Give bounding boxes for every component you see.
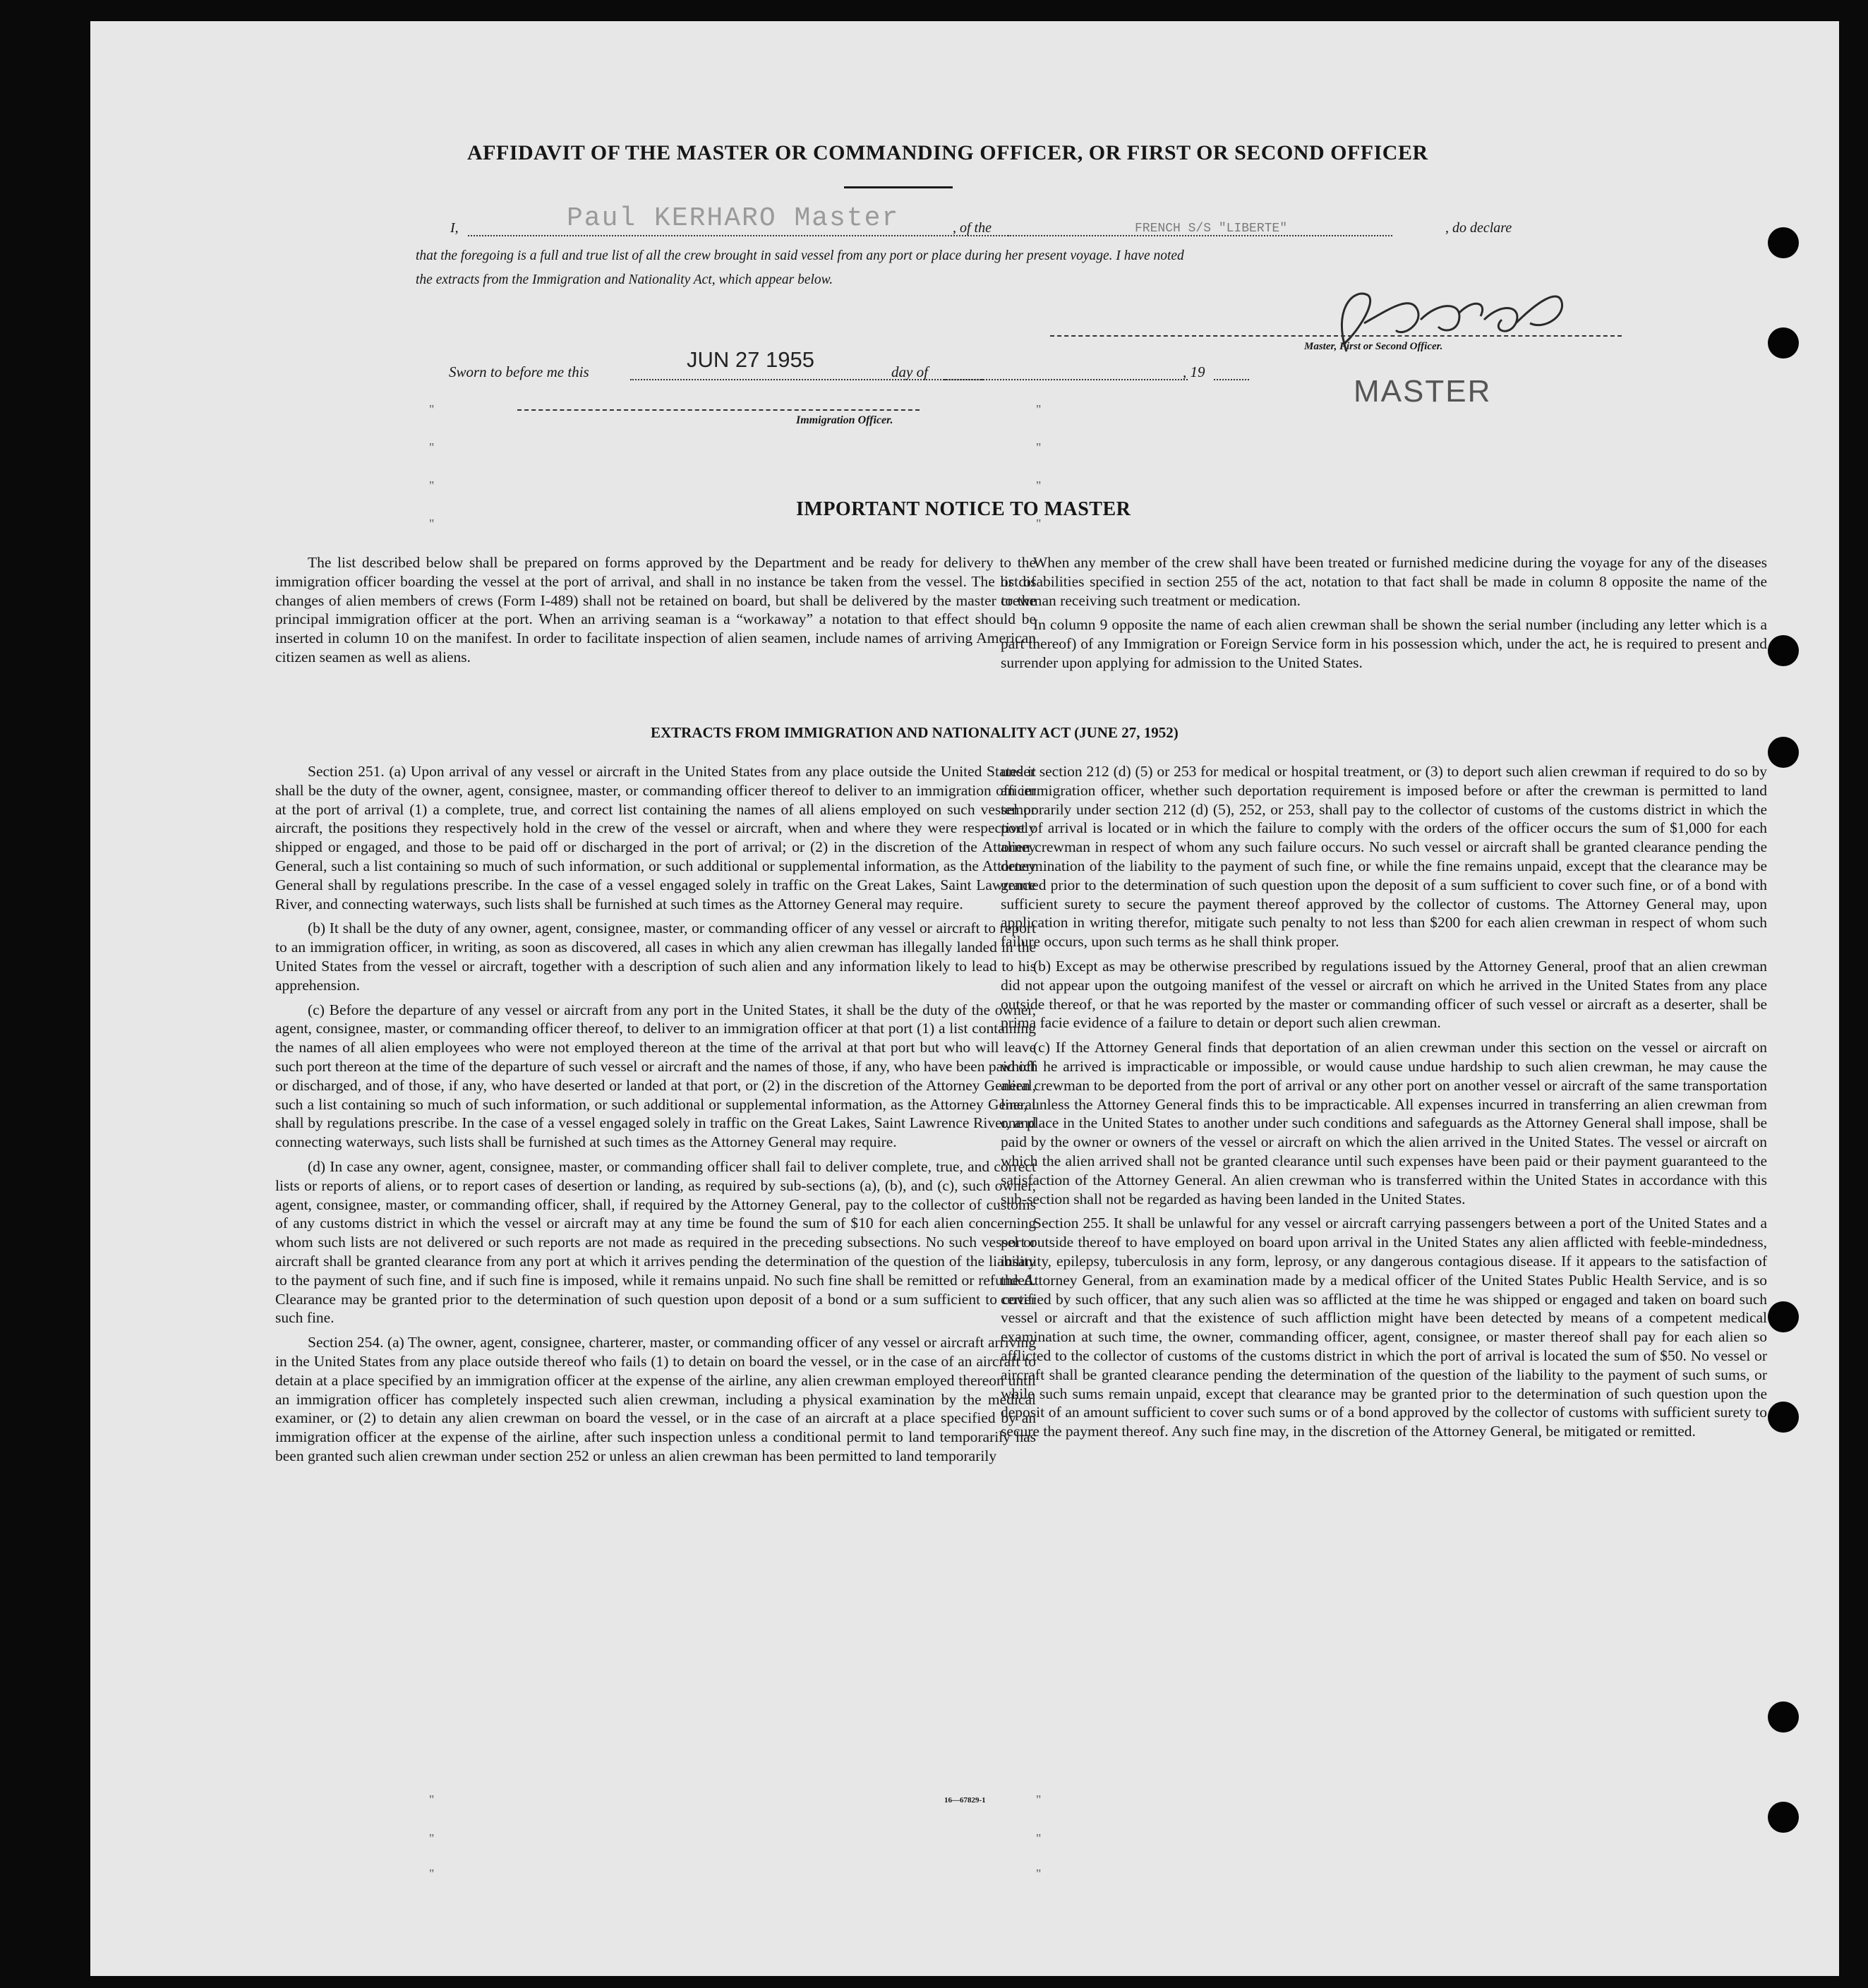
officer-caption: Immigration Officer. bbox=[796, 414, 893, 426]
act-paragraph: (d) In case any owner, agent, consignee, master, or commanding officer shall fail to deliver complete, true, and correct lists or reports of aliens, or to report cases of desertion or landing, as required by sub-sections (a), (b), and (c), such owner, agent, consignee, master, or commanding officer, shall, if required by the Attorney General, pay to the collector of customs of any customs district in which the vessel or aircraft may at any time be found the sum of $10 for each alien concerning whom such lists are not delivered or such reports are not made as required in the preceding subsections. No such vessel or aircraft shall be granted clearance from any port at which it arrives pending the determination of the question of the liability to the payment of such fine, and if such fine is imposed, while it remains unpaid. No such fine shall be remitted or refunded. Clearance may be granted prior to the determination of such question upon deposit of a bond or a sum sufficient to cover such fine. bbox=[275, 1157, 1036, 1327]
binder-hole bbox=[1768, 737, 1799, 768]
ditto-mark: " bbox=[429, 517, 435, 531]
act-paragraph: Section 254. (a) The owner, agent, consignee, charterer, master, or commanding officer of any vessel or aircraft arriving in the United States from any place outside thereof who fails (1) to detain on board the vessel, or in the case of an aircraft to detain at a place specified by an immigration officer at the expense of the airline, any alien crewman employed thereon until an immigration officer has completely inspected such alien crewman, including a physical examination by the medical examiner, or (2) to detain any alien crewman on board the vessel, or in the case of an aircraft at a place specified by an immigration officer at the expense of the airline, after such inspection unless a conditional permit to land temporarily has been granted such alien crewman under section 252 or unless an alien crewman has been permitted to land temporarily bbox=[275, 1334, 1036, 1464]
ditto-mark: " bbox=[1036, 440, 1042, 454]
extracts-title: EXTRACTS FROM IMMIGRATION AND NATIONALITY ACT (JUNE 27, 1952) bbox=[651, 724, 1179, 741]
affidavit-title: AFFIDAVIT OF THE MASTER OR COMMANDING OFFICER, OR FIRST OR SECOND OFFICER bbox=[467, 141, 1428, 164]
year-prefix: , 19 bbox=[1183, 363, 1205, 380]
extracts-right-column bbox=[1001, 762, 1767, 1441]
vessel-name-field: FRENCH S/S "LIBERTE" bbox=[1135, 222, 1288, 236]
binder-hole bbox=[1768, 1802, 1799, 1833]
title-underline bbox=[844, 186, 953, 188]
sworn-year-line bbox=[1214, 379, 1249, 380]
form-number: 16—67829-1 bbox=[944, 1796, 986, 1805]
act-paragraph: (c) Before the departure of any vessel or aircraft from any port in the United States, it shall be the duty of the owner, agent, consignee, master, or commanding officer thereof, to deliver to an immigration officer at that port (1) a list containing the names of all alien employees who were not employed thereon at the time of the arrival at that port but who will leave such port thereon at the time of the departure of such vessel or aircraft and the names of those, if any, who have been paid off or discharged, and of those, if any, who have deserted or landed at that port, or (2) in the discretion of the Attorney General, such a list containing so much of such information, or such additional or supplemental information, as the Attorney General shall by regulations prescribe. In the case of a vessel engaged solely in traffic on the Great Lakes, Saint Lawrence River, and connecting waterways, such lists shall be furnished at such times as the Attorney General may require. bbox=[275, 1001, 1036, 1151]
act-paragraph: (b) It shall be the duty of any owner, agent, consignee, master, or commanding officer of any vessel or aircraft to report to an immigration officer, in writing, as soon as discovered, all cases in which any alien crewman has illegally landed in the United States from the vessel or aircraft, together with a description of such alien and any information likely to lead to his apprehension. bbox=[275, 920, 1036, 994]
notice-title: IMPORTANT NOTICE TO MASTER bbox=[796, 498, 1131, 520]
ditto-mark: " bbox=[429, 440, 435, 454]
act-paragraph: under section 212 (d) (5) or 253 for medical or hospital treatment, or (3) to deport such alien crewman if required to do so by an immigration officer, whether such deportation requirement is imposed before or after the crewman is permitted to land temporarily under section 212 (d) (5), 252, or 253, shall pay to the collector of customs of the customs district in which the port of arrival is located or in which the failure to comply with the orders of the officer occurs the sum of $1,000 for each alien crewman in respect of whom any such failure occurs. No such vessel or aircraft shall be granted clearance pending the determination of the liability to the payment of such fine, or while the fine remains unpaid, except that the clearance may be granted prior to the determination of such question upon the deposit of a sum sufficient to cover such fine, or of a bond with sufficient surety to secure the payment thereof approved by the collector of customs. The Attorney General may, upon application in writing therefor, mitigate such penalty to not less than $200 for each alien crewman in respect of whom such failure occurs, upon such terms as he shall think proper. bbox=[1001, 763, 1767, 951]
of-the-label: , of the bbox=[953, 220, 992, 236]
master-name-field: Paul KERHARO Master bbox=[567, 203, 900, 234]
date-stamp: JUN 27 1955 bbox=[687, 347, 814, 372]
i-label: I, bbox=[450, 220, 459, 236]
sworn-label: Sworn to before me this bbox=[449, 363, 589, 380]
notice-paragraph: When any member of the crew shall have been treated or furnished medicine during the voyage for any of the diseases or disabilities specified in section 255 of the act, notation to that fact shall be made in column 8 opposite the name of the crewman receiving such treatment or medication. bbox=[1001, 554, 1767, 609]
sworn-month-line bbox=[944, 379, 1188, 380]
ditto-mark: " bbox=[429, 1867, 435, 1881]
notice-paragraph: In column 9 opposite the name of each alien crewman shall be shown the serial number (including any letter which is a part thereof) of any Immigration or Foreign Service form in his possession which, under the act, he is required to present and surrender upon applying for admission to the United States. bbox=[1001, 616, 1767, 671]
notice-left-column bbox=[275, 553, 1036, 667]
binder-hole bbox=[1768, 1402, 1799, 1433]
ditto-mark: " bbox=[1036, 402, 1042, 416]
affidavit-page bbox=[90, 21, 1839, 1976]
act-paragraph: (c) If the Attorney General finds that deportation of an alien crewman under this section on the vessel or aircraft on which he arrived is impracticable or impossible, or would cause undue hardship to such alien crewman, he may cause the alien crewman to be deported from the port of arrival or any other port on another vessel or aircraft of the same transportation line, unless the Attorney General finds this to be impracticable. All expenses incurred in transferring an alien crewman from one place in the United States to another under such conditions and safeguards as the Attorney General shall impose, shall be paid by the owner or owners of the vessel or aircraft on which the alien arrived in the United States. The vessel or aircraft on which the alien arrived shall not be granted clearance until such expenses have been paid or their payment guaranteed to the satisfaction of the Attorney General. An alien crewman who is transferred within the United States in accordance with this sub-section shall not be regarded as having been landed in the United States. bbox=[1001, 1039, 1767, 1207]
ditto-mark: " bbox=[429, 478, 435, 493]
ditto-mark: " bbox=[1036, 1793, 1042, 1807]
declaration-line-2: that the foregoing is a full and true list of all the crew brought in said vessel from any port or place during her present voyage. I have noted bbox=[416, 248, 1184, 263]
act-paragraph: Section 255. It shall be unlawful for any vessel or aircraft carrying passengers between a port of the United States and a port outside thereof to have employed on board upon arrival in the United States any alien afflicted with feeble-mindedness, insanity, epilepsy, tuberculosis in any form, leprosy, or any dangerous contagious disease. If it appears to the satisfaction of the Attorney General, from an examination made by a medical officer of the United States Public Health Service, and is so certified by such officer, that any such alien was so afflicted at the time he was shipped or engaged and taken on board such vessel or aircraft and that the existence of such affliction might have been detected by means of a competent medical examination at such time, the owner, commanding officer, agent, consignee, or master thereof shall pay for each alien so afflicted to the collector of customs of the customs district in which the port of arrival is located the sum of $50. No vessel or aircraft shall be granted clearance pending the determination of the question of the liability to the payment of such sums, or while such sums remain unpaid, except that clearance may be granted prior to the determination of such question upon the deposit of an amount sufficient to cover such sums or of a bond approved by the collector of customs with sufficient surety to secure the payment thereof. Any such fine may, in the discretion of the Attorney General, be mitigated or remitted. bbox=[1001, 1215, 1767, 1440]
master-caption: Master, First or Second Officer. bbox=[1304, 341, 1443, 352]
binder-hole bbox=[1768, 1301, 1799, 1332]
ditto-mark: " bbox=[1036, 517, 1042, 531]
notice-right-column bbox=[1001, 553, 1767, 673]
master-signature bbox=[1248, 281, 1615, 366]
ditto-mark: " bbox=[429, 402, 435, 416]
ditto-mark: " bbox=[1036, 478, 1042, 493]
sworn-day-line bbox=[630, 379, 983, 380]
act-paragraph: Section 251. (a) Upon arrival of any vessel or aircraft in the United States from any place outside the United States it shall be the duty of the owner, agent, consignee, master, or commanding officer thereof to deliver to an immigration officer at the port of arrival (1) a complete, true, and correct list containing the names of all aliens employed on such vessel or aircraft, the positions they respectively hold in the crew of the vessel or aircraft, when and where they were respectively shipped or engaged, and those to be paid off or discharged in the port of arrival; or (2) in the discretion of the Attorney General, such a list containing so much of such information, or such additional or supplemental information, as the Attorney General shall by regulations prescribe. In the case of a vessel engaged solely in traffic on the Great Lakes, Saint Lawrence River, and connecting waterways, such lists shall be furnished at such times as the Attorney General may require. bbox=[275, 763, 1036, 912]
act-paragraph: (b) Except as may be otherwise prescribed by regulations issued by the Attorney General, proof that an alien crewman did not appear upon the outgoing manifest of the vessel or aircraft on which he arrived in the United States from any place outside thereof, or that he was reported by the master or commanding officer of such vessel or aircraft as a deserter, shall be prima facie evidence of a failure to detain or deport such alien crewman. bbox=[1001, 957, 1767, 1032]
master-stamp: MASTER bbox=[1354, 374, 1492, 409]
ditto-mark: " bbox=[1036, 1831, 1042, 1845]
notice-paragraph: The list described below shall be prepared on forms approved by the Department and be ready for delivery to the immigration officer boarding the vessel at the port of arrival, and shall in no instance be taken from the vessel. The list of changes of alien members of crews (Form I-489) shall not be retained on board, but shall be delivered by the master to the principal immigration officer at the port. When an arriving seaman is a “workaway” a notation to that effect should be inserted in column 10 on the manifest. In order to facilitate inspection of alien seamen, include names of arriving American citizen seamen as well as aliens. bbox=[275, 554, 1036, 665]
binder-hole bbox=[1768, 227, 1799, 258]
ditto-mark: " bbox=[429, 1793, 435, 1807]
ditto-mark: " bbox=[429, 1831, 435, 1845]
do-declare-label: , do declare bbox=[1445, 220, 1512, 236]
binder-hole bbox=[1768, 635, 1799, 666]
officer-signature-line bbox=[517, 409, 920, 411]
binder-hole bbox=[1768, 1701, 1799, 1733]
declaration-line-3: the extracts from the Immigration and Nationality Act, which appear below. bbox=[416, 272, 833, 287]
master-signature-line bbox=[1050, 335, 1622, 337]
ditto-mark: " bbox=[1036, 1867, 1042, 1881]
day-of-label: day of bbox=[891, 363, 928, 380]
binder-hole bbox=[1768, 327, 1799, 359]
extracts-left-column bbox=[275, 762, 1036, 1466]
